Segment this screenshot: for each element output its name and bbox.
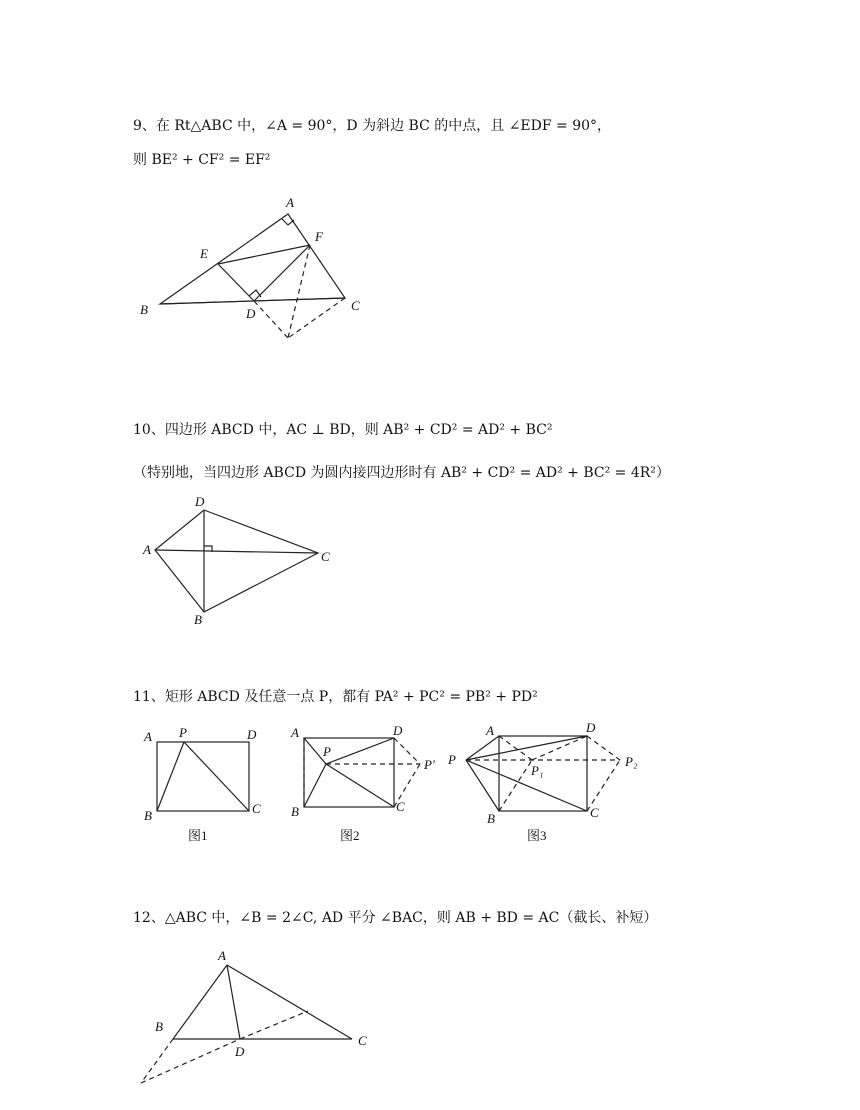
label-e: E xyxy=(200,246,208,261)
problem-9-number: 9、 xyxy=(133,118,156,134)
label-d: D xyxy=(195,494,205,509)
rectangle-abcd xyxy=(304,738,394,807)
caption-figure-3: 图3 xyxy=(527,828,547,843)
segment-pc xyxy=(326,764,394,807)
label-d: D xyxy=(246,306,256,321)
segment-ac xyxy=(227,965,352,1039)
label-b: B xyxy=(140,302,148,317)
label-b: B xyxy=(487,811,495,826)
segment-pb xyxy=(466,760,499,811)
caption-figure-2: 图2 xyxy=(340,828,360,843)
problem-10-note: （特别地，当四边形 ABCD 为圆内接四边形时有 AB² + CD² = AD² + BC² = 4R²） xyxy=(133,465,670,481)
label-pprime: P′ xyxy=(424,757,435,772)
label-c: C xyxy=(351,298,360,313)
dashed-ab-extension xyxy=(141,1039,173,1083)
label-b: B xyxy=(155,1019,163,1034)
segment-ad xyxy=(227,965,240,1039)
segment-pc xyxy=(184,742,249,811)
segment-pb xyxy=(304,764,326,807)
problem-9-conclusion: 则 BE² + CF² = EF² xyxy=(133,152,271,168)
figure-12 xyxy=(141,948,367,1083)
label-c: C xyxy=(590,805,599,820)
dashed-c-p2 xyxy=(587,760,620,811)
label-a: A xyxy=(286,195,294,210)
problem-9-text: 在 Rt△ABC 中，∠A = 90°，D 为斜边 BC 的中点，且 ∠EDF = 90°， xyxy=(155,118,612,134)
problem-12-text: △ABC 中，∠B = 2∠C, AD 平分 ∠BAC，则 AB + BD = AC（截长、补短） xyxy=(164,910,658,926)
problem-10-text: 四边形 ABCD 中，AC ⊥ BD，则 AB² + CD² = AD² + BC² xyxy=(164,422,553,438)
diagonal-ac xyxy=(155,550,318,553)
segment-pc xyxy=(466,760,587,811)
dashed-d-ac xyxy=(240,1011,308,1039)
label-p: P xyxy=(448,752,456,767)
problem-11-number: 11、 xyxy=(133,689,165,705)
figure-9 xyxy=(140,195,360,338)
dashed-c-g xyxy=(288,298,345,338)
label-b: B xyxy=(194,612,202,627)
label-c: C xyxy=(321,549,330,564)
dashed-p1-d xyxy=(532,736,587,760)
label-d: D xyxy=(235,1044,245,1059)
figure-11-2 xyxy=(290,723,435,843)
dashed-d-g xyxy=(254,301,288,338)
label-a: A xyxy=(144,729,152,744)
label-a: A xyxy=(486,723,494,738)
segment-ab xyxy=(173,965,227,1039)
label-b: B xyxy=(291,804,299,819)
label-d: D xyxy=(586,720,596,735)
label-p: P xyxy=(323,744,331,759)
label-b: B xyxy=(144,808,152,823)
quadrilateral-abcd xyxy=(155,510,318,612)
dashed-d-p2 xyxy=(587,736,620,760)
label-c: C xyxy=(396,799,405,814)
label-d: D xyxy=(393,723,403,738)
label-p2: P₂ xyxy=(625,754,638,769)
label-a: A xyxy=(143,542,151,557)
segment-pd xyxy=(466,736,587,760)
segment-pb xyxy=(157,742,184,811)
label-d: D xyxy=(247,727,257,742)
figure-11-1 xyxy=(143,725,261,843)
label-c: C xyxy=(252,801,261,816)
label-a: A xyxy=(291,725,299,740)
label-f: F xyxy=(315,229,323,244)
label-p: P xyxy=(179,725,187,740)
problem-10-number: 10、 xyxy=(133,422,165,438)
problem-12-number: 12、 xyxy=(133,910,165,926)
figure-10 xyxy=(142,494,330,627)
label-a: A xyxy=(218,948,226,963)
segment-df xyxy=(254,245,310,301)
segment-ef xyxy=(218,245,310,264)
problem-11-text: 矩形 ABCD 及任意一点 P，都有 PA² + PC² = PB² + PD² xyxy=(164,689,538,705)
segment-pd xyxy=(326,738,394,764)
caption-figure-1: 图1 xyxy=(188,828,208,843)
dashed-d-pprime xyxy=(394,738,420,764)
label-p1: P₁ xyxy=(531,763,544,778)
label-c: C xyxy=(358,1033,367,1048)
figure-11-3 xyxy=(447,720,638,843)
segment-ed xyxy=(218,264,254,301)
triangle-abc xyxy=(160,214,345,304)
dashed-e-d xyxy=(141,1039,240,1083)
dashed-f-g xyxy=(288,245,310,338)
